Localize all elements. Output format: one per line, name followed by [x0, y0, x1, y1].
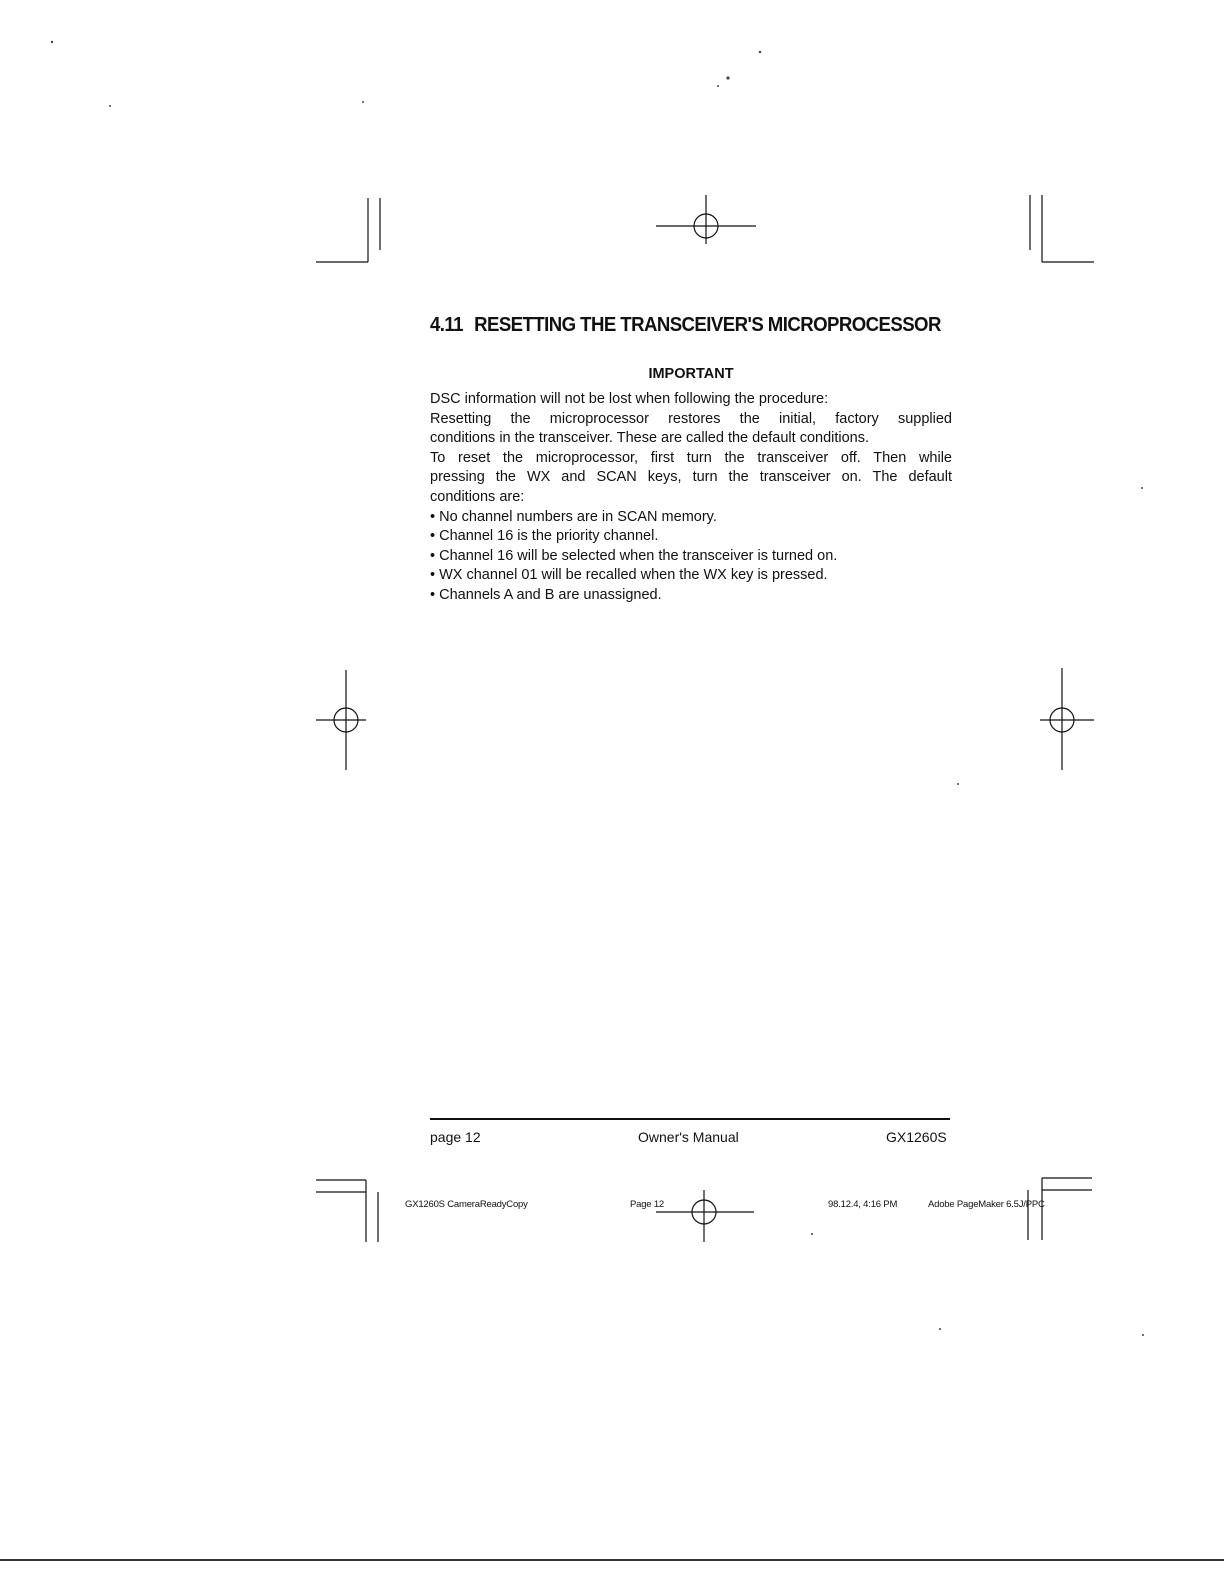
- paragraph-line: DSC information will not be lost when following the procedure:: [430, 391, 829, 407]
- registration-mark-left: [316, 670, 366, 770]
- important-notice: IMPORTANT: [648, 366, 734, 382]
- registration-mark-top: [656, 195, 756, 244]
- slug-file-name: GX1260S CameraReadyCopy: [405, 1199, 528, 1210]
- paragraph-line: conditions in the transceiver. These are called the default conditions.: [430, 430, 870, 447]
- list-item: • No channel numbers are in SCAN memory.: [430, 508, 952, 528]
- footer-manual-title: Owner's Manual: [638, 1129, 739, 1145]
- section-heading: [430, 314, 941, 337]
- section-number: 4.11: [430, 314, 463, 336]
- paragraph-line: To reset the microprocessor, first turn the transceiver off. Then while: [430, 449, 952, 466]
- paragraph-line: conditions are:: [430, 488, 525, 505]
- list-item: • WX channel 01 will be recalled when the WX key is pressed.: [430, 566, 952, 586]
- paragraph-line: Resetting the microprocessor restores the initial, factory supplied: [430, 410, 952, 427]
- slug-timestamp: 98.12.4, 4:16 PM: [828, 1199, 898, 1210]
- scan-edge-line: [0, 1559, 1224, 1561]
- section-title: RESETTING THE TRANSCEIVER'S MICROPROCESSOR: [474, 314, 941, 336]
- footer-rule: [430, 1118, 950, 1120]
- crop-mark-top-right: [1030, 195, 1094, 262]
- list-item: • Channel 16 is the priority channel.: [430, 527, 952, 547]
- registration-mark-right: [1040, 668, 1094, 770]
- crop-mark-top-left: [316, 198, 380, 262]
- footer-model: GX1260S: [886, 1129, 947, 1145]
- slug-page: Page 12: [630, 1199, 664, 1210]
- crop-mark-bottom-left: [316, 1180, 378, 1242]
- list-item: • Channel 16 will be selected when the transceiver is turned on.: [430, 547, 952, 567]
- footer-page-number: page 12: [430, 1129, 481, 1145]
- body-text: [430, 390, 952, 606]
- paragraph-line: pressing the WX and SCAN keys, turn the transceiver on. The default: [430, 469, 952, 486]
- scan-noise: [51, 41, 1144, 1336]
- list-item: • Channels A and B are unassigned.: [430, 586, 952, 606]
- default-conditions-list: [430, 508, 952, 606]
- slug-application: Adobe PageMaker 6.5J/PPC: [928, 1199, 1045, 1210]
- registration-mark-bottom: [656, 1190, 754, 1242]
